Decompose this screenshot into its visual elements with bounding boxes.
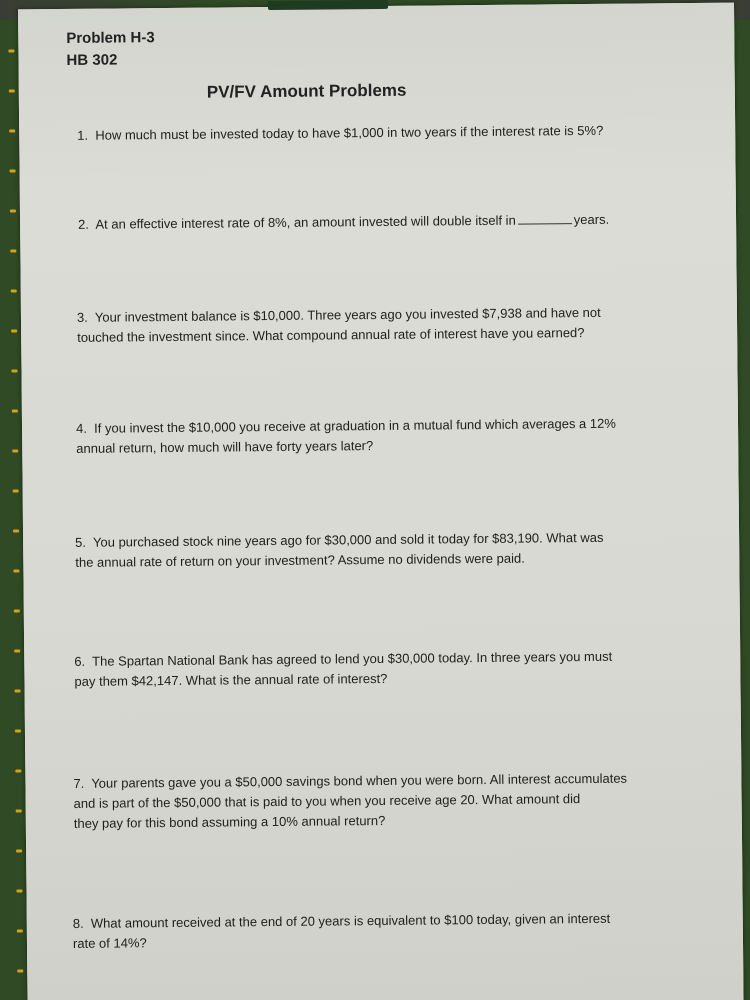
binder-hole	[17, 929, 23, 932]
question-4	[76, 414, 616, 459]
question-1	[77, 121, 603, 146]
question-text: If you invest the $10,000 you receive at graduation in a mutual fund which averages a 12%	[94, 415, 616, 436]
question-text: How much must be invested today to have $1,000 in two years if the interest rate is 5%?	[95, 122, 604, 143]
binder-hole	[8, 49, 14, 52]
problem-id: Problem H-3	[66, 29, 155, 47]
binder-hole	[11, 289, 17, 292]
binder-edge	[6, 29, 29, 1000]
page-title: PV/FV Amount Problems	[206, 80, 407, 102]
binder-hole	[13, 529, 19, 532]
question-line: annual return, how much will have forty years later?	[76, 438, 374, 456]
question-line: the annual rate of return on your investment? Assume no dividends were paid.	[75, 550, 525, 570]
question-6	[74, 647, 612, 692]
question-number: 6.	[74, 653, 86, 669]
worksheet-page	[18, 3, 744, 1000]
question-text: What amount received at the end of 20 years is equivalent to $100 today, given an interest	[90, 910, 611, 931]
binder-hole	[12, 449, 18, 452]
question-2	[78, 210, 609, 235]
question-number: 4.	[75, 420, 87, 436]
binder-hole	[9, 129, 15, 132]
question-line: they pay for this bond assuming a 10% annual return?	[73, 812, 386, 831]
binder-hole	[14, 649, 20, 652]
binder-hole	[13, 569, 19, 572]
answer-blank[interactable]	[518, 210, 572, 225]
binder-hole	[9, 89, 15, 92]
binder-hole	[10, 249, 16, 252]
question-text: At an effective interest rate of 8%, an amount invested will double itself in	[95, 212, 516, 232]
question-7	[73, 769, 627, 834]
binder-hole	[13, 489, 19, 492]
binder-hole	[16, 889, 22, 892]
binder-hole	[10, 209, 16, 212]
binder-hole	[11, 369, 17, 372]
binder-hole	[11, 329, 17, 332]
question-text: Your investment balance is $10,000. Three years ago you invested $7,938 and have not	[94, 304, 601, 325]
course-code: HB 302	[66, 51, 118, 69]
question-number: 7.	[73, 775, 85, 791]
question-number: 1.	[77, 127, 89, 143]
question-number: 8.	[72, 915, 84, 931]
binder-hole	[15, 769, 21, 772]
question-text: Your parents gave you a $50,000 savings bond when you were born. All interest accumulates	[91, 770, 628, 791]
question-text-end: years.	[573, 211, 610, 228]
question-line: touched the investment since. What compound annual rate of interest have you earned?	[77, 325, 585, 345]
question-line	[77, 121, 603, 146]
binder-hole	[10, 169, 16, 172]
binder-hole	[12, 409, 18, 412]
question-line	[78, 210, 609, 235]
binder-hole	[15, 689, 21, 692]
binder-hole	[14, 609, 20, 612]
binder-hole	[17, 969, 23, 972]
question-text: You purchased stock nine years ago for $30,000 and sold it today for $83,190. What was	[92, 529, 604, 550]
question-3	[77, 303, 601, 348]
question-line: rate of 14%?	[72, 935, 147, 951]
question-number: 5.	[75, 534, 87, 550]
question-text: The Spartan National Bank has agreed to lend you $30,000 today. In three years you must	[92, 648, 613, 669]
question-number: 2.	[78, 216, 89, 232]
question-number: 3.	[76, 309, 88, 325]
question-5	[75, 528, 604, 573]
binder-hole	[16, 849, 22, 852]
question-line: and is part of the $50,000 that is paid to you when you receive age 20. What amount did	[73, 791, 581, 811]
binder-hole	[16, 809, 22, 812]
question-8	[73, 909, 611, 954]
question-line: pay them $42,147. What is the annual rate of interest?	[74, 670, 388, 689]
binder-hole	[15, 729, 21, 732]
tape-strip	[268, 0, 388, 10]
